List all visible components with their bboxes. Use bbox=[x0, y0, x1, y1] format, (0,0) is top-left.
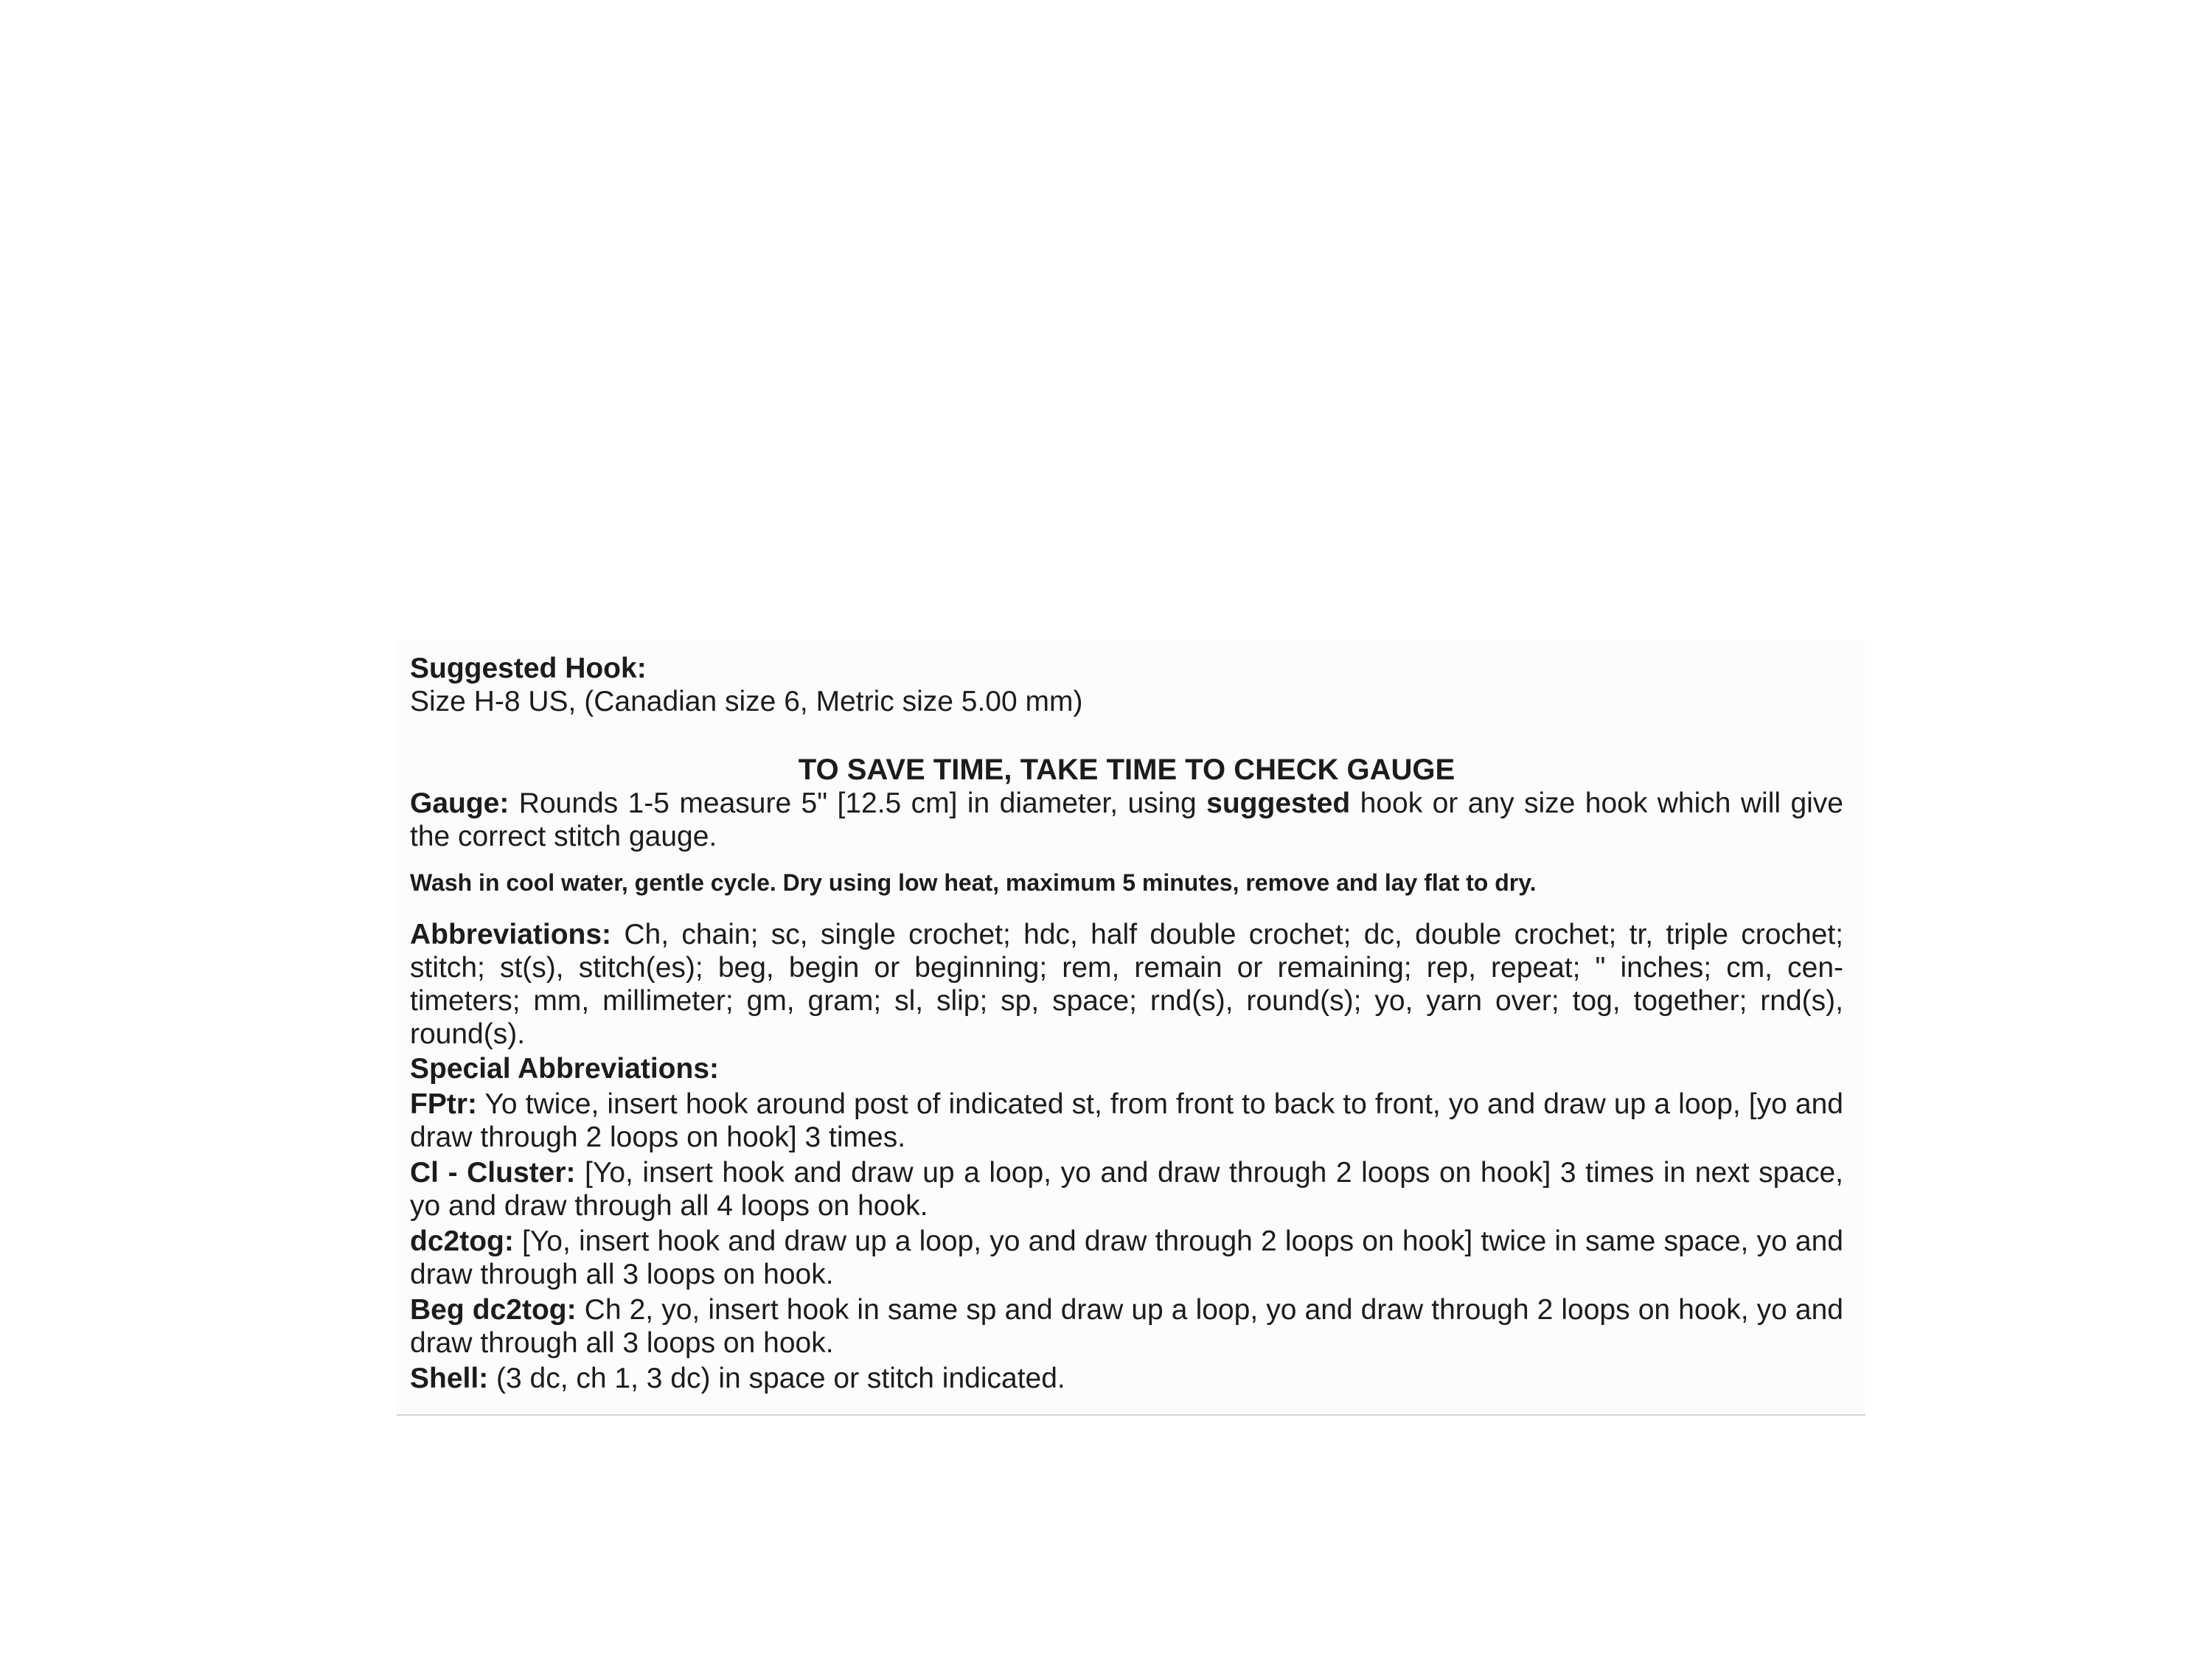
gauge-label: Gauge: bbox=[410, 787, 509, 819]
special-term: FPtr: bbox=[410, 1088, 477, 1120]
pattern-sheet bbox=[397, 641, 1865, 1416]
gauge-emphasis: suggested bbox=[1206, 787, 1351, 819]
special-definition: Yo twice, insert hook around post of indicated st, from front to back to front, yo and draw up a loop, [yo and draw through 2 loops on hook] 3 times. bbox=[410, 1088, 1843, 1153]
special-term: dc2tog: bbox=[410, 1225, 514, 1257]
abbreviations-label: Abbreviations: bbox=[410, 919, 612, 950]
gauge-text-before: Rounds 1-5 measure 5" [12.5 cm] in diameter, using bbox=[509, 787, 1207, 819]
special-item-cluster bbox=[410, 1156, 1843, 1222]
special-item-shell bbox=[410, 1362, 1843, 1395]
special-definition: Ch 2, yo, insert hook in same sp and draw up a loop, yo and draw through 2 loops on hook, yo and draw through all 3 loops on hook. bbox=[410, 1294, 1843, 1359]
pattern-text bbox=[410, 652, 1843, 1395]
special-term: Shell: bbox=[410, 1363, 489, 1394]
gauge-heading: TO SAVE TIME, TAKE TIME TO CHECK GAUGE bbox=[798, 754, 1455, 786]
special-item-dc2tog bbox=[410, 1225, 1843, 1291]
wash-instructions: Wash in cool water, gentle cycle. Dry using low heat, maximum 5 minutes, remove and lay flat to dry. bbox=[410, 869, 1537, 896]
hook-heading: Suggested Hook: bbox=[410, 653, 647, 684]
special-definition: [Yo, insert hook and draw up a loop, yo and draw through 2 loops on hook] 3 times in next space, yo and draw through all 4 loops on hook. bbox=[410, 1157, 1843, 1222]
hook-section bbox=[410, 652, 1843, 718]
gauge-paragraph bbox=[410, 787, 1843, 853]
special-term: Beg dc2tog: bbox=[410, 1294, 577, 1326]
abbreviations-text: Ch, chain; sc, single crochet; hdc, half double crochet; dc, double crochet; tr, triple crochet; stitch; st(s), stitch(es); beg, begin or beginning; rem, remain or remaining; rep, repeat; " inches; cm, cen-timeters; mm, millimeter; gm, gram; sl, slip; sp, space; rnd(s), round(s); yo, yarn over; tog, together; rnd(s), round(s). bbox=[410, 919, 1843, 1050]
special-definition: (3 dc, ch 1, 3 dc) in space or stitch indicated. bbox=[488, 1363, 1065, 1394]
special-item-beg-dc2tog bbox=[410, 1293, 1843, 1360]
special-abbreviations-heading: Special Abbreviations: bbox=[410, 1053, 720, 1085]
special-item-fptr bbox=[410, 1088, 1843, 1154]
gauge-text-after: hook or any size hook which will give the correct stitch gauge. bbox=[410, 787, 1843, 852]
abbreviations-paragraph bbox=[410, 918, 1843, 1051]
special-term: Cl - Cluster: bbox=[410, 1157, 576, 1189]
hook-text: Size H-8 US, (Canadian size 6, Metric size 5.00 mm) bbox=[410, 686, 1083, 717]
special-definition: [Yo, insert hook and draw up a loop, yo and draw through 2 loops on hook] twice in same space, yo and draw through all 3 loops on hook. bbox=[410, 1225, 1843, 1290]
